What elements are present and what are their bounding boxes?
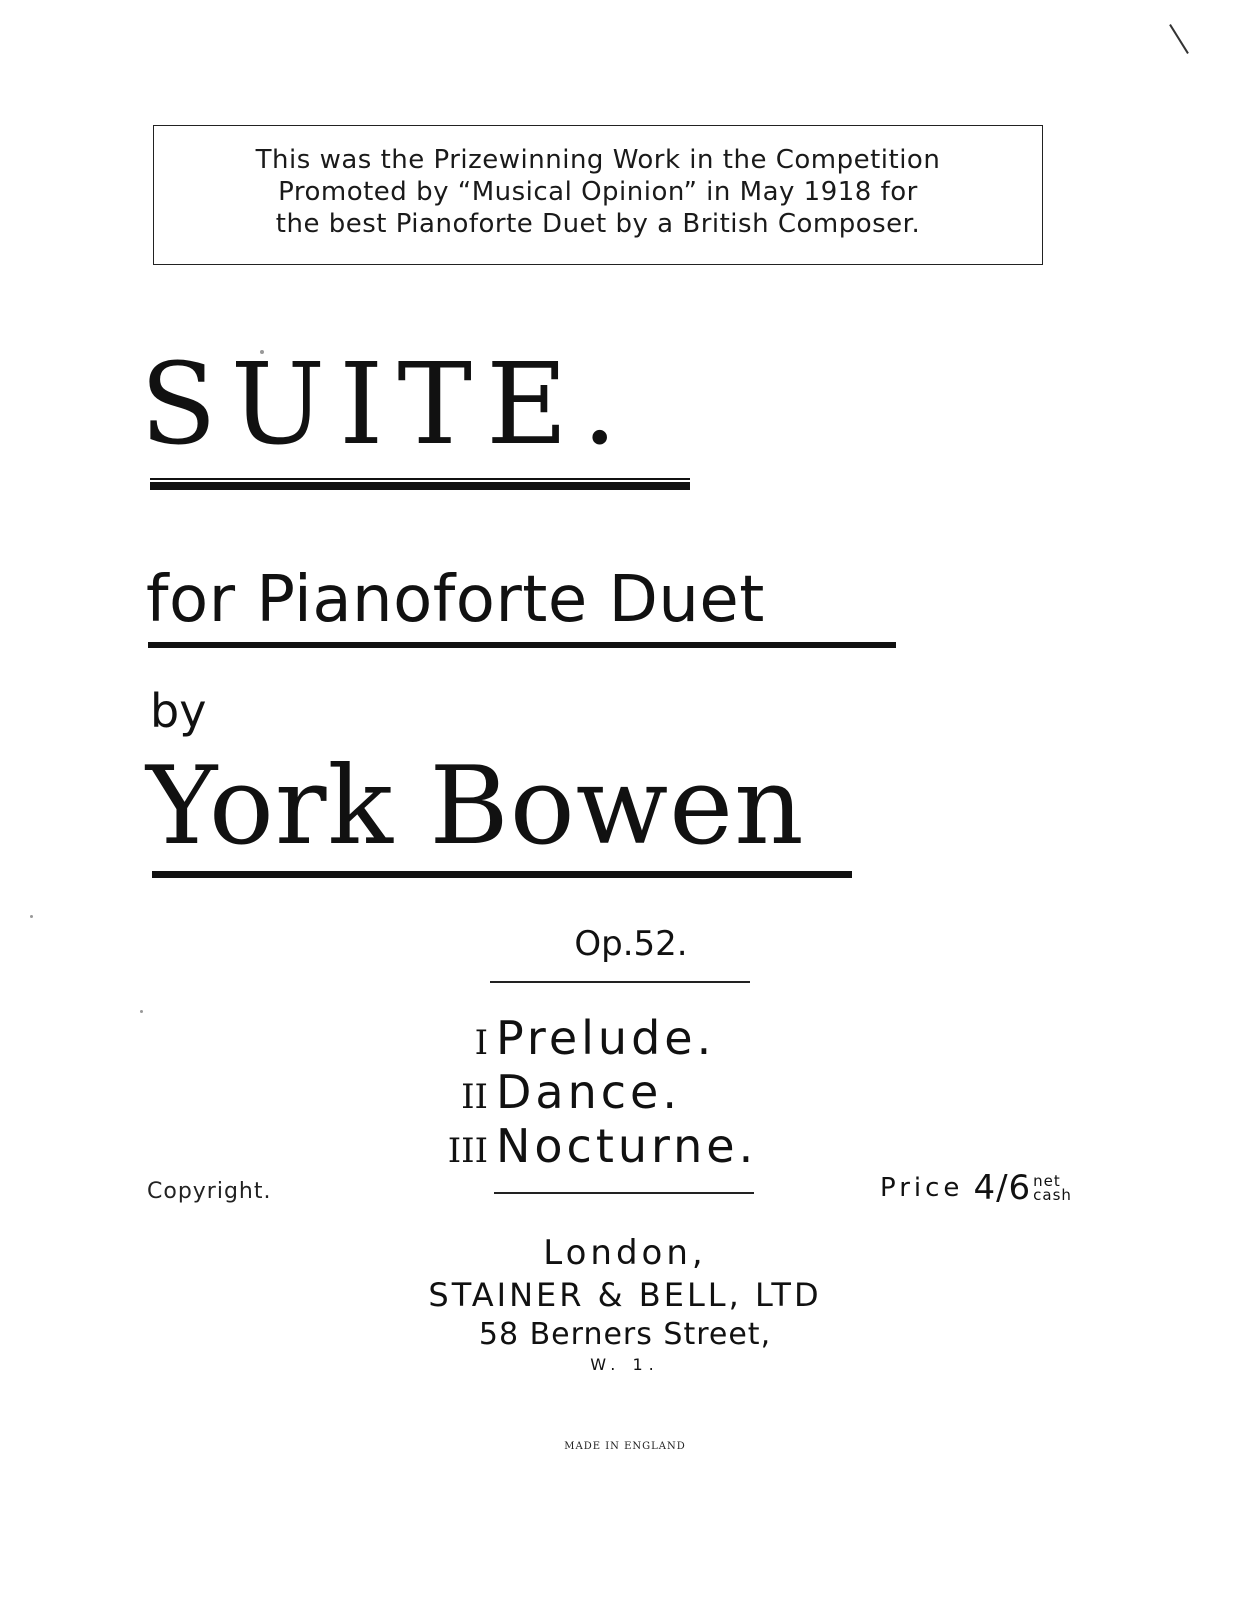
title-rule-thin <box>150 478 690 480</box>
copyright-notice: Copyright. <box>147 1179 272 1204</box>
scan-mark <box>1169 24 1189 54</box>
price-terms-bottom: cash <box>1033 1186 1072 1204</box>
publisher-block <box>360 1232 890 1376</box>
movement-name: Dance. <box>496 1065 681 1119</box>
made-in-notice: MADE IN ENGLAND <box>564 1441 686 1452</box>
movement-name: Nocturne. <box>496 1119 758 1173</box>
price-label: Price <box>880 1173 964 1203</box>
speck <box>30 915 33 918</box>
instrumentation-subtitle: for Pianoforte Duet <box>146 563 765 637</box>
movement-numeral: II <box>461 1077 488 1117</box>
publisher-name: STAINER & BELL, LTD <box>428 1276 822 1314</box>
prize-notice-text <box>172 144 1024 240</box>
price-tag <box>880 1168 1072 1208</box>
publisher-city: London, <box>543 1233 707 1273</box>
title-rule <box>150 482 690 490</box>
movement-item <box>416 1010 715 1071</box>
prize-notice-line: Promoted by “Musical Opinion” in May 1918 for <box>278 177 918 207</box>
divider-rule <box>494 1192 754 1194</box>
price-terms-top: net <box>1033 1172 1061 1190</box>
movement-item <box>416 1064 681 1125</box>
work-title: SUITE. <box>140 340 632 470</box>
price-terms <box>1033 1174 1072 1202</box>
prize-notice-box <box>153 125 1043 265</box>
movement-name: Prelude. <box>496 1011 716 1065</box>
movement-numeral: I <box>474 1023 488 1063</box>
publisher-district: W. 1. <box>590 1355 660 1374</box>
subtitle-rule <box>148 642 896 648</box>
composer-name: York Bowen <box>146 744 805 869</box>
divider-rule <box>490 981 750 983</box>
price-amount: 4/6 <box>973 1168 1032 1208</box>
movement-item <box>416 1118 757 1179</box>
prize-notice-line: This was the Prizewinning Work in the Competition <box>255 145 941 175</box>
opus-number: Op.52. <box>574 924 688 964</box>
movement-numeral: III <box>447 1131 488 1171</box>
by-label: by <box>150 684 207 738</box>
publisher-street: 58 Berners Street, <box>478 1317 772 1352</box>
prize-notice-line: the best Pianoforte Duet by a British Composer. <box>275 209 921 239</box>
composer-rule <box>152 871 852 878</box>
speck <box>140 1010 143 1013</box>
